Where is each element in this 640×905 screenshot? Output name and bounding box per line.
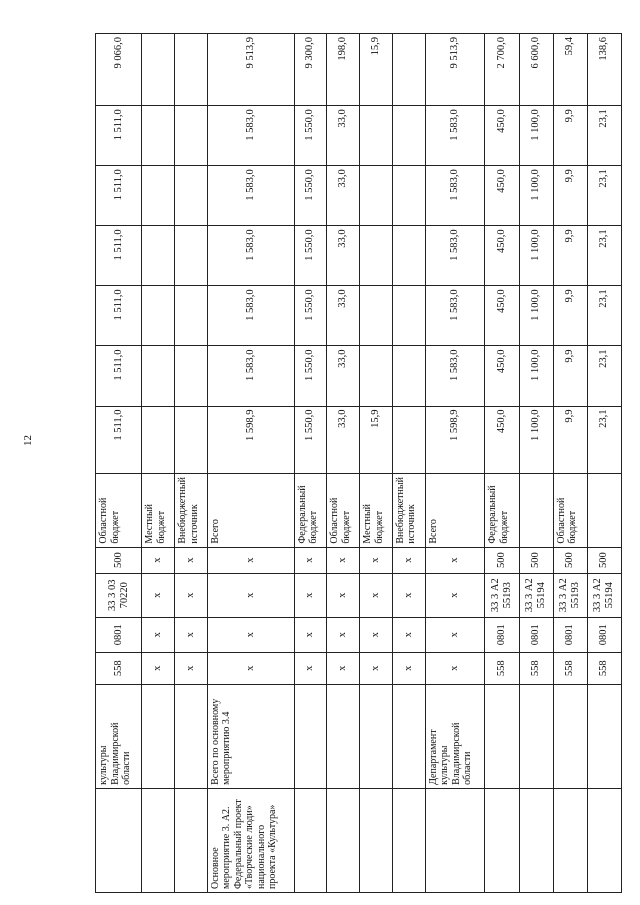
value-2023-cell: 1 583,0: [207, 286, 294, 346]
table-row: [294, 34, 327, 893]
value-2021-cell: 33,0: [327, 406, 360, 473]
csr-cell: x: [425, 573, 485, 617]
total-cell: 9 513,9: [425, 34, 485, 106]
total-cell: 59,4: [553, 34, 587, 106]
value-2022-cell: [142, 346, 175, 406]
source-cell: Областной бюджет: [96, 473, 142, 547]
rzpr-cell: x: [207, 617, 294, 652]
value-2021-cell: 1 598,9: [207, 406, 294, 473]
budget-table: [95, 33, 622, 893]
total-cell: 9 300,0: [294, 34, 327, 106]
table-row: [425, 34, 485, 893]
value-2023-cell: [360, 286, 393, 346]
vr-cell: 500: [553, 547, 587, 573]
vr-cell: x: [207, 547, 294, 573]
rzpr-cell: x: [142, 617, 175, 652]
value-2024-cell: 9,9: [553, 226, 587, 286]
budget-table-sheet: [95, 33, 622, 893]
value-2021-cell: 15,9: [360, 406, 393, 473]
measure-name-cell: [553, 788, 587, 892]
page-number: 12: [22, 435, 34, 446]
grbs-cell: 558: [485, 652, 519, 684]
value-2022-cell: 23,1: [587, 346, 621, 406]
value-2024-cell: [175, 226, 208, 286]
executor-cell: [327, 684, 360, 788]
value-2026-cell: [360, 106, 393, 166]
value-2024-cell: 33,0: [327, 226, 360, 286]
source-cell: Местный бюджет: [360, 473, 393, 547]
source-cell: Федеральный бюджет: [485, 473, 519, 547]
executor-cell: [175, 684, 208, 788]
value-2025-cell: [142, 166, 175, 226]
grbs-cell: x: [294, 652, 327, 684]
source-cell: Внебюджетный источник: [392, 473, 425, 547]
table-row: [553, 34, 587, 893]
vr-cell: x: [294, 547, 327, 573]
table-row: [327, 34, 360, 893]
table-row: [392, 34, 425, 893]
value-2024-cell: [142, 226, 175, 286]
measure-name-cell: [175, 788, 208, 892]
value-2023-cell: 1 100,0: [519, 286, 553, 346]
rzpr-cell: 0801: [485, 617, 519, 652]
value-2025-cell: 1 550,0: [294, 166, 327, 226]
value-2023-cell: 450,0: [485, 286, 519, 346]
executor-cell: [553, 684, 587, 788]
total-cell: 9 066,0: [96, 34, 142, 106]
total-cell: 138,6: [587, 34, 621, 106]
source-cell: Областной бюджет: [327, 473, 360, 547]
grbs-cell: 558: [553, 652, 587, 684]
value-2025-cell: [175, 166, 208, 226]
table-row: [485, 34, 519, 893]
total-cell: 15,9: [360, 34, 393, 106]
value-2023-cell: 1 550,0: [294, 286, 327, 346]
value-2021-cell: 1 100,0: [519, 406, 553, 473]
value-2022-cell: 1 583,0: [425, 346, 485, 406]
measure-name-cell: [294, 788, 327, 892]
value-2022-cell: [392, 346, 425, 406]
value-2026-cell: 1 583,0: [207, 106, 294, 166]
rzpr-cell: x: [175, 617, 208, 652]
value-2023-cell: 1 583,0: [425, 286, 485, 346]
vr-cell: x: [360, 547, 393, 573]
value-2025-cell: 23,1: [587, 166, 621, 226]
csr-cell: 33 3 А2 55193: [553, 573, 587, 617]
value-2024-cell: 1 583,0: [207, 226, 294, 286]
value-2024-cell: [360, 226, 393, 286]
executor-cell: [392, 684, 425, 788]
csr-cell: x: [360, 573, 393, 617]
value-2025-cell: 1 100,0: [519, 166, 553, 226]
csr-cell: x: [207, 573, 294, 617]
vr-cell: x: [392, 547, 425, 573]
executor-cell: [294, 684, 327, 788]
value-2022-cell: 1 550,0: [294, 346, 327, 406]
vr-cell: 500: [587, 547, 621, 573]
measure-name-cell: [587, 788, 621, 892]
rzpr-cell: x: [360, 617, 393, 652]
table-row: [207, 34, 294, 893]
value-2025-cell: 33,0: [327, 166, 360, 226]
rzpr-cell: x: [294, 617, 327, 652]
value-2022-cell: 1 583,0: [207, 346, 294, 406]
value-2022-cell: [360, 346, 393, 406]
grbs-cell: x: [360, 652, 393, 684]
measure-name-cell: [142, 788, 175, 892]
value-2023-cell: 1 511,0: [96, 286, 142, 346]
grbs-cell: x: [425, 652, 485, 684]
rzpr-cell: x: [392, 617, 425, 652]
value-2026-cell: 1 100,0: [519, 106, 553, 166]
executor-cell: [519, 684, 553, 788]
value-2022-cell: [175, 346, 208, 406]
table-row: [142, 34, 175, 893]
value-2026-cell: [142, 106, 175, 166]
vr-cell: 500: [485, 547, 519, 573]
value-2021-cell: 1 511,0: [96, 406, 142, 473]
measure-name-cell: [327, 788, 360, 892]
value-2026-cell: [392, 106, 425, 166]
value-2024-cell: [392, 226, 425, 286]
value-2022-cell: 1 511,0: [96, 346, 142, 406]
table-row: [96, 34, 142, 893]
vr-cell: x: [175, 547, 208, 573]
value-2025-cell: 450,0: [485, 166, 519, 226]
value-2021-cell: 9,9: [553, 406, 587, 473]
csr-cell: x: [327, 573, 360, 617]
executor-cell: [485, 684, 519, 788]
executor-cell: Департамент культуры Владимирской области: [425, 684, 485, 788]
executor-cell: [142, 684, 175, 788]
total-cell: 6 600,0: [519, 34, 553, 106]
value-2021-cell: 1 550,0: [294, 406, 327, 473]
csr-cell: x: [175, 573, 208, 617]
source-cell: Областной бюджет: [553, 473, 587, 547]
vr-cell: x: [425, 547, 485, 573]
value-2024-cell: 1 100,0: [519, 226, 553, 286]
csr-cell: 33 3 А2 55194: [519, 573, 553, 617]
csr-cell: x: [294, 573, 327, 617]
measure-name-cell: [96, 788, 142, 892]
value-2021-cell: 450,0: [485, 406, 519, 473]
value-2025-cell: [360, 166, 393, 226]
source-cell: Местный бюджет: [142, 473, 175, 547]
value-2021-cell: 23,1: [587, 406, 621, 473]
grbs-cell: 558: [96, 652, 142, 684]
value-2026-cell: 23,1: [587, 106, 621, 166]
total-cell: [142, 34, 175, 106]
value-2021-cell: [175, 406, 208, 473]
value-2026-cell: 9,9: [553, 106, 587, 166]
csr-cell: 33 3 А2 55193: [485, 573, 519, 617]
value-2023-cell: 9,9: [553, 286, 587, 346]
csr-cell: x: [392, 573, 425, 617]
grbs-cell: x: [327, 652, 360, 684]
csr-cell: x: [142, 573, 175, 617]
rzpr-cell: 0801: [587, 617, 621, 652]
value-2021-cell: [142, 406, 175, 473]
executor-cell: [360, 684, 393, 788]
table-row: [519, 34, 553, 893]
source-cell: Всего: [207, 473, 294, 547]
source-cell: [587, 473, 621, 547]
value-2023-cell: [392, 286, 425, 346]
value-2023-cell: 33,0: [327, 286, 360, 346]
value-2026-cell: 1 511,0: [96, 106, 142, 166]
grbs-cell: x: [142, 652, 175, 684]
value-2026-cell: 33,0: [327, 106, 360, 166]
value-2026-cell: 1 583,0: [425, 106, 485, 166]
total-cell: [175, 34, 208, 106]
vr-cell: x: [327, 547, 360, 573]
value-2024-cell: 1 550,0: [294, 226, 327, 286]
source-cell: Всего: [425, 473, 485, 547]
source-cell: Федеральный бюджет: [294, 473, 327, 547]
value-2023-cell: 23,1: [587, 286, 621, 346]
grbs-cell: 558: [587, 652, 621, 684]
value-2022-cell: 33,0: [327, 346, 360, 406]
measure-name-cell: [392, 788, 425, 892]
vr-cell: 500: [519, 547, 553, 573]
total-cell: 198,0: [327, 34, 360, 106]
rzpr-cell: x: [327, 617, 360, 652]
table-row: [360, 34, 393, 893]
table-row: [175, 34, 208, 893]
csr-cell: 33 3 А2 55194: [587, 573, 621, 617]
value-2024-cell: 1 511,0: [96, 226, 142, 286]
value-2025-cell: 1 511,0: [96, 166, 142, 226]
vr-cell: x: [142, 547, 175, 573]
value-2022-cell: 450,0: [485, 346, 519, 406]
value-2026-cell: 450,0: [485, 106, 519, 166]
executor-cell: культуры Владимирской области: [96, 684, 142, 788]
value-2026-cell: 1 550,0: [294, 106, 327, 166]
executor-cell: Всего по основному мероприятию 3.4: [207, 684, 294, 788]
value-2025-cell: [392, 166, 425, 226]
grbs-cell: x: [175, 652, 208, 684]
value-2021-cell: [392, 406, 425, 473]
rzpr-cell: 0801: [553, 617, 587, 652]
measure-name-cell: Основное мероприятие 3. А2. Федеральный проект «Творческие люди» национального проекта «Культура»: [207, 788, 294, 892]
source-cell: Внебюджетный источник: [175, 473, 208, 547]
measure-name-cell: [425, 788, 485, 892]
value-2024-cell: 450,0: [485, 226, 519, 286]
csr-cell: 33 3 03 70220: [96, 573, 142, 617]
table-row: [587, 34, 621, 893]
value-2025-cell: 9,9: [553, 166, 587, 226]
value-2022-cell: 1 100,0: [519, 346, 553, 406]
total-cell: 2 700,0: [485, 34, 519, 106]
value-2021-cell: 1 598,9: [425, 406, 485, 473]
rzpr-cell: x: [425, 617, 485, 652]
rzpr-cell: 0801: [519, 617, 553, 652]
value-2026-cell: [175, 106, 208, 166]
source-cell: [519, 473, 553, 547]
grbs-cell: 558: [519, 652, 553, 684]
grbs-cell: x: [207, 652, 294, 684]
value-2023-cell: [142, 286, 175, 346]
value-2024-cell: 23,1: [587, 226, 621, 286]
value-2025-cell: 1 583,0: [207, 166, 294, 226]
executor-cell: [587, 684, 621, 788]
grbs-cell: x: [392, 652, 425, 684]
measure-name-cell: [485, 788, 519, 892]
value-2023-cell: [175, 286, 208, 346]
total-cell: [392, 34, 425, 106]
value-2022-cell: 9,9: [553, 346, 587, 406]
value-2024-cell: 1 583,0: [425, 226, 485, 286]
measure-name-cell: [519, 788, 553, 892]
measure-name-cell: [360, 788, 393, 892]
vr-cell: 500: [96, 547, 142, 573]
value-2025-cell: 1 583,0: [425, 166, 485, 226]
rzpr-cell: 0801: [96, 617, 142, 652]
total-cell: 9 513,9: [207, 34, 294, 106]
